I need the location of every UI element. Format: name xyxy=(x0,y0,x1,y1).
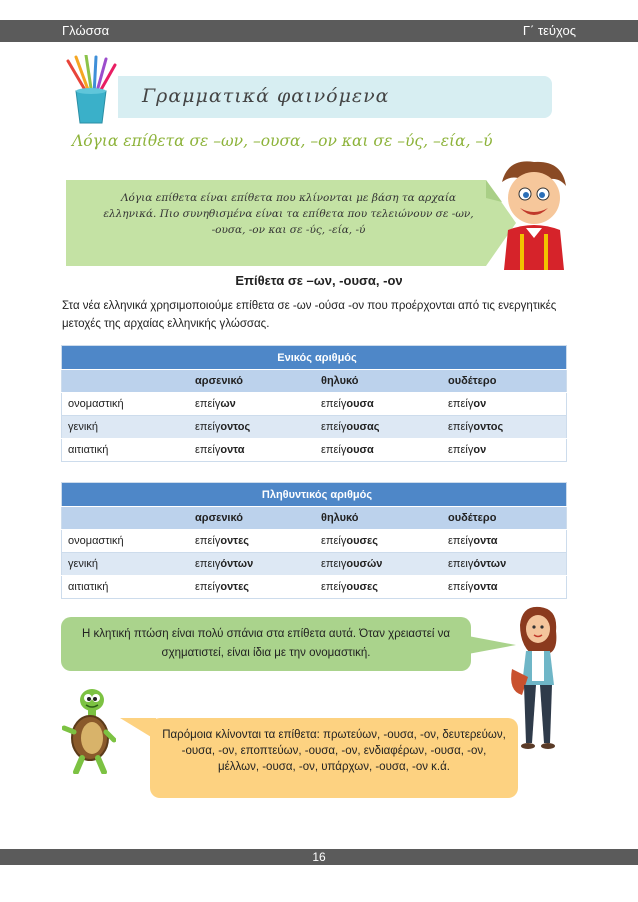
form-cell: επείγοντος xyxy=(442,416,567,439)
form-cell: επείγουσα xyxy=(315,393,442,416)
lesson-subtitle: Λόγια επίθετα σε –ων, –ουσα, –ον και σε –ύς, –εία, –ύ xyxy=(72,132,493,150)
note-text: Λόγια επίθετα είναι επίθετα που κλίνονται με βάση τα αρχαία ελληνικά. Πιο συνηθισμένα είναι τα επίθετα που τελειώνουν σε -ων, -ουσα, -ον και σε -ύς, -εία, -ύ xyxy=(103,192,474,236)
column-header xyxy=(62,507,190,530)
case-label: ονομαστική xyxy=(62,530,190,553)
turtle-illustration xyxy=(62,688,116,774)
form-cell: επείγουσες xyxy=(315,576,442,599)
table-caption: Ενικός αριθμός xyxy=(62,346,567,370)
column-header: ουδέτερο xyxy=(442,507,567,530)
section-heading: Επίθετα σε –ων, -ουσα, -ον xyxy=(235,273,403,288)
table-row xyxy=(62,553,567,576)
form-cell: επείγουσας xyxy=(315,416,442,439)
form-cell: επείγον xyxy=(442,439,567,462)
footer-bar xyxy=(0,849,638,865)
form-cell: επειγουσών xyxy=(315,553,442,576)
page-number: 16 xyxy=(312,850,326,864)
plural-declension-table xyxy=(61,482,567,599)
table-row xyxy=(62,439,567,462)
case-label: γενική xyxy=(62,553,190,576)
column-header: αρσενικό xyxy=(189,370,315,393)
header-bar xyxy=(0,20,638,42)
column-header xyxy=(62,370,190,393)
form-cell: επείγοντες xyxy=(189,576,315,599)
form-cell: επειγόντων xyxy=(442,553,567,576)
form-cell: επείγων xyxy=(189,393,315,416)
vocative-note-text: Η κλητική πτώση είναι πολύ σπάνια στα επίθετα αυτά. Όταν χρειαστεί να σχηματιστεί, είναι ίδια με την ονομαστική. xyxy=(82,628,450,659)
column-header: ουδέτερο xyxy=(442,370,567,393)
table-row xyxy=(62,416,567,439)
case-label: γενική xyxy=(62,416,190,439)
table-row xyxy=(62,576,567,599)
form-cell: επείγοντα xyxy=(442,530,567,553)
definition-note xyxy=(66,180,516,266)
header-subject: Γλώσσα xyxy=(62,23,110,38)
column-header: θηλυκό xyxy=(315,370,442,393)
column-header: αρσενικό xyxy=(189,507,315,530)
case-label: αιτιατική xyxy=(62,439,190,462)
column-header: θηλυκό xyxy=(315,507,442,530)
table-caption: Πληθυντικός αριθμός xyxy=(62,483,567,507)
form-cell: επείγουσα xyxy=(315,439,442,462)
case-label: αιτιατική xyxy=(62,576,190,599)
vocative-note-bubble xyxy=(61,617,471,671)
header-issue: Γ΄ τεύχος xyxy=(522,23,576,38)
similar-adjectives-text: Παρόμοια κλίνονται τα επίθετα: πρωτεύων, -ουσα, -ον, δευτερεύων, -ουσα, -ον, εποπτεύων, -ουσα, -ον, ενδιαφέρων, -ουσα, -ον, μέλλων, -ουσα, -ον, υπάρχων, -ουσα, -ον κ.ά. xyxy=(162,729,506,773)
pencil-cup-icon xyxy=(60,55,122,125)
banner-title: Γραμματικά φαινόμενα xyxy=(142,85,390,107)
form-cell: επείγοντα xyxy=(189,439,315,462)
similar-adjectives-bubble xyxy=(150,718,518,798)
intro-paragraph: Στα νέα ελληνικά χρησιμοποιούμε επίθετα σε -ων -ούσα -ον που προέρχονται από τις ενεργητικές μετοχές της αρχαίας ελληνικής γλώσσας. xyxy=(62,300,557,330)
form-cell: επειγόντων xyxy=(189,553,315,576)
table-row xyxy=(62,530,567,553)
boy-illustration xyxy=(488,158,574,270)
singular-declension-table xyxy=(61,345,567,462)
case-label: ονομαστική xyxy=(62,393,190,416)
form-cell: επείγοντα xyxy=(442,576,567,599)
form-cell: επείγον xyxy=(442,393,567,416)
form-cell: επείγοντες xyxy=(189,530,315,553)
form-cell: επείγοντος xyxy=(189,416,315,439)
table-row xyxy=(62,393,567,416)
section-banner xyxy=(118,76,552,118)
form-cell: επείγουσες xyxy=(315,530,442,553)
